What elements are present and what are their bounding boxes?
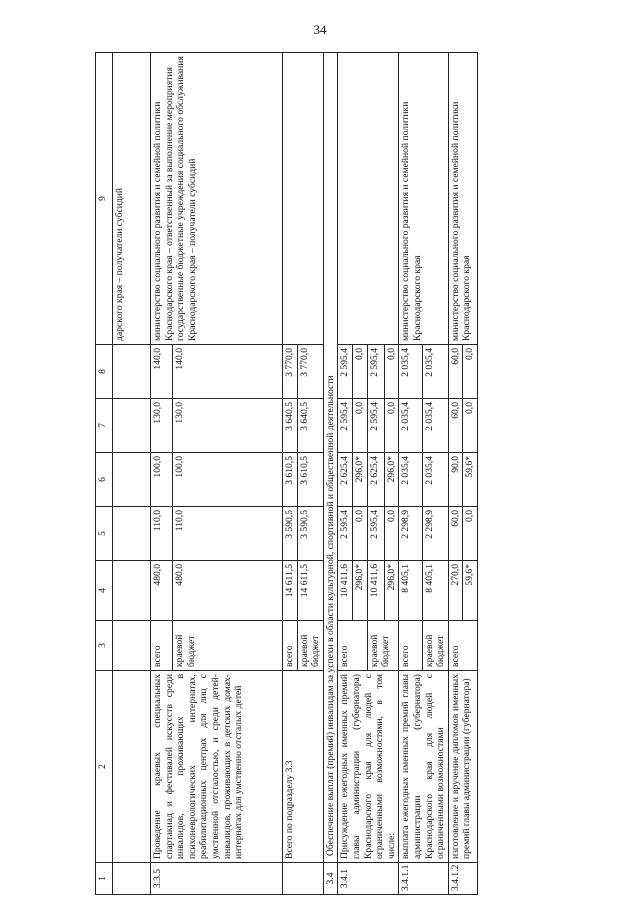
source-label: всего xyxy=(151,621,173,671)
value-cell: 296,0* xyxy=(384,561,399,621)
value-cell: 60,0 xyxy=(448,507,463,561)
program-table xyxy=(95,52,478,895)
value-cell: 0,0 xyxy=(463,507,478,561)
value-cell: 2 035,4 xyxy=(399,345,422,399)
value-cell: 0,0 xyxy=(463,399,478,453)
value-cell: 2 595,4 xyxy=(338,507,353,561)
col-header: 6 xyxy=(96,453,113,507)
value-cell: 2 035,4 xyxy=(399,453,422,507)
source-label: всего xyxy=(399,621,422,671)
col-header: 3 xyxy=(96,621,113,671)
table-row xyxy=(338,53,353,895)
col-header: 7 xyxy=(96,399,113,453)
value-cell: 140,0 xyxy=(173,345,283,399)
value-cell: 3 590,5 xyxy=(297,507,323,561)
source-label: краевой бюджет xyxy=(173,621,283,671)
rotated-table-container xyxy=(95,53,615,895)
value-cell: 140,0 xyxy=(151,345,173,399)
value-cell: 2 595,4 xyxy=(338,345,353,399)
value-cell: 3 610,5 xyxy=(297,453,323,507)
col-header: 9 xyxy=(96,53,113,345)
source-label: всего xyxy=(448,621,477,671)
value-cell: 296,0* xyxy=(352,561,367,621)
value-cell: 2 595,4 xyxy=(367,345,384,399)
value-cell: 296,0* xyxy=(352,453,367,507)
source-label: всего xyxy=(338,621,367,671)
value-cell: 60,0 xyxy=(448,399,463,453)
row-number: 3.3.5 xyxy=(151,863,283,895)
subtotal-row xyxy=(283,53,298,895)
executor-cell: министерство социального развития и семейной политики Краснодарского края xyxy=(399,53,448,345)
value-cell: 3 610,5 xyxy=(283,453,298,507)
value-cell: 2 035,4 xyxy=(422,345,448,399)
table-row xyxy=(399,53,422,895)
value-cell: 14 611,5 xyxy=(283,561,298,621)
value-cell: 2 625,4 xyxy=(367,453,384,507)
section-number: 3.4 xyxy=(323,863,338,895)
value-cell: 0,0 xyxy=(384,399,399,453)
col-header: 8 xyxy=(96,345,113,399)
source-label: краевой бюджет xyxy=(367,621,399,671)
value-cell: 100,0 xyxy=(173,453,283,507)
value-cell: 59,6* xyxy=(463,561,478,621)
value-cell: 60,0 xyxy=(448,345,463,399)
header-row xyxy=(96,53,113,895)
value-cell: 2 298,9 xyxy=(422,507,448,561)
value-cell: 2 035,4 xyxy=(399,399,422,453)
continuation-row xyxy=(113,53,151,895)
col-header: 5 xyxy=(96,507,113,561)
value-cell: 10 411,6 xyxy=(367,561,384,621)
value-cell: 2 625,4 xyxy=(338,453,353,507)
row-title: изготовление и вручение дипломов именных премий главы администрации (губернатора) xyxy=(448,671,477,863)
value-cell: 2 035,4 xyxy=(422,453,448,507)
value-cell: 480,0 xyxy=(151,561,173,621)
value-cell: 8 405,1 xyxy=(399,561,422,621)
executor-cell: министерство социального развития и семейной политики Краснодарского края – ответственный за выполнение мероприятия государственные бюджетные учреждения социального обслуживания Краснодарского края – получатели субсидий xyxy=(151,53,283,345)
value-cell: 10 411,6 xyxy=(338,561,353,621)
value-cell: 110,0 xyxy=(151,507,173,561)
value-cell: 0,0 xyxy=(352,399,367,453)
value-cell: 90,0 xyxy=(448,453,463,507)
source-label: всего xyxy=(283,621,298,671)
source-label: краевой бюджет xyxy=(297,621,323,671)
col-header: 2 xyxy=(96,671,113,863)
row-title: Проведение краевых специальных спартакиад и фестивалей искусств среди инвалидов, проживающих в психоневрологических интернатах, реабилитационных центрах для лиц с умственной отсталостью, и среди детей-инвалидов, проживающих в детских домах-интернатах для умственно отсталых детей xyxy=(151,671,283,863)
section-row xyxy=(323,53,338,895)
value-cell: 3 590,5 xyxy=(283,507,298,561)
executor-cell: дарского края – получатели субсидий xyxy=(113,53,151,345)
subtotal-title: Всего по подразделу 3.3 xyxy=(283,671,324,863)
row-number: 3.4.1.2 xyxy=(448,863,477,895)
value-cell: 2 035,4 xyxy=(422,399,448,453)
value-cell: 14 611,5 xyxy=(297,561,323,621)
value-cell: 2 298,9 xyxy=(399,507,422,561)
value-cell: 2 595,4 xyxy=(338,399,353,453)
value-cell: 3 640,5 xyxy=(283,399,298,453)
value-cell: 8 405,1 xyxy=(422,561,448,621)
value-cell: 270,0 xyxy=(448,561,463,621)
value-cell: 3 770,0 xyxy=(283,345,298,399)
section-title: Обеспечение выплат (премий) инвалидам за успехи в области культурной, спортивной и общественной деятельности xyxy=(323,53,338,863)
source-label: краевой бюджет xyxy=(422,621,448,671)
row-number: 3.4.1 xyxy=(338,863,399,895)
value-cell: 3 770,0 xyxy=(297,345,323,399)
value-cell: 0,0 xyxy=(463,345,478,399)
value-cell: 59,6* xyxy=(463,453,478,507)
row-title: выплата ежегодных именных премий главы администрации (губернатора) Краснодарского края для людей с ограниченными возможностями xyxy=(399,671,448,863)
value-cell: 2 595,4 xyxy=(367,507,384,561)
value-cell: 480,0 xyxy=(173,561,283,621)
value-cell: 3 640,5 xyxy=(297,399,323,453)
value-cell: 130,0 xyxy=(151,399,173,453)
value-cell: 100,0 xyxy=(151,453,173,507)
value-cell: 2 595,4 xyxy=(367,399,384,453)
col-header: 4 xyxy=(96,561,113,621)
value-cell: 0,0 xyxy=(352,345,367,399)
table-row xyxy=(151,53,173,895)
executor-cell: министерство социального развития и семейной политики Краснодарского края xyxy=(448,53,477,345)
value-cell: 0,0 xyxy=(384,345,399,399)
value-cell: 0,0 xyxy=(352,507,367,561)
value-cell: 296,0* xyxy=(384,453,399,507)
value-cell: 110,0 xyxy=(173,507,283,561)
col-header: 1 xyxy=(96,863,113,895)
page-number: 34 xyxy=(313,22,327,37)
value-cell: 0,0 xyxy=(384,507,399,561)
row-number: 3.4.1.1 xyxy=(399,863,448,895)
row-title: Присуждение ежегодных именных премий главы администрации (губернатора) Краснодарского края для людей с ограниченными возможностями, в том числе: xyxy=(338,671,399,863)
value-cell: 130,0 xyxy=(173,399,283,453)
table-row xyxy=(448,53,463,895)
